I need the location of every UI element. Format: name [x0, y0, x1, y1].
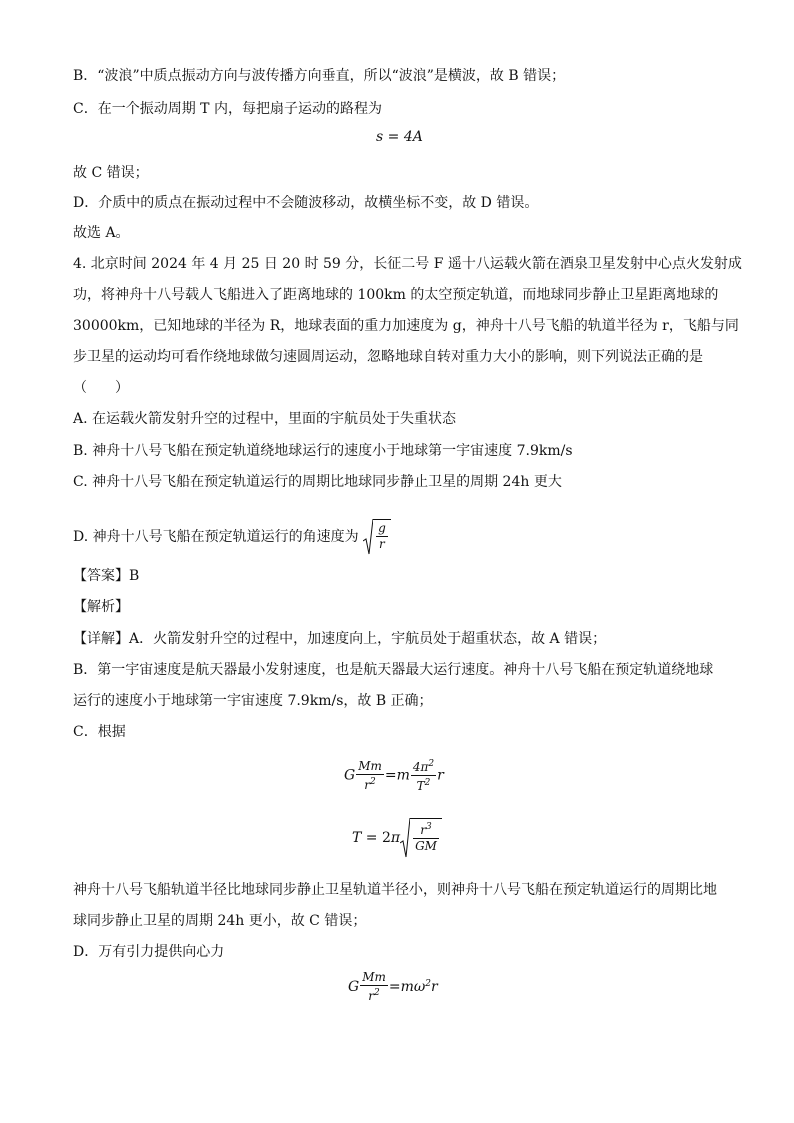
detail-text: 运行的速度小于地球第一宇宙速度 7.9km/s，故 B 正确； [73, 693, 433, 709]
formula-gravity-period: G $\frac{Mm}{r^2}$ =m $\frac{4\pi^2}{T^2}$ r [344, 758, 444, 793]
option-d-text: D. 神舟十八号飞船在预定轨道运行的角速度为 [73, 529, 359, 545]
analysis-label: 【解析】 [73, 599, 129, 615]
text-line: C．在一个振动周期 T 内，每把扇子运动的路程为 [73, 101, 382, 117]
question-text: 步卫星的运动均可看作绕地球做匀速圆周运动，忽略地球自转对重力大小的影响，则下列说法正确的是 [73, 349, 703, 365]
detail-text: C．根据 [73, 724, 126, 740]
sqrt-g-over-r: $\frac{g}{r}$ [363, 519, 391, 555]
option-b: B. 神舟十八号飞船在预定轨道绕地球运行的速度小于地球第一宇宙速度 7.9km/s [73, 443, 573, 459]
formula-angular: G $\frac{Mm}{r^2}$ $=m\omega^2r$ [348, 970, 438, 1003]
text-line: 故 C 错误； [73, 165, 149, 181]
text-line: D．介质中的质点在振动过程中不会随波移动，故横坐标不变，故 D 错误。 [73, 195, 539, 211]
formula-path: s = 4A [376, 129, 423, 145]
option-d [73, 519, 391, 555]
text-line: 故选 A。 [73, 225, 130, 241]
formula-period: T = 2π $\frac{r^3}{GM}$ [352, 818, 442, 858]
detail-text: D．万有引力提供向心力 [73, 944, 225, 960]
question-text: （ ） [73, 380, 129, 396]
detail-text: 球同步静止卫星的周期 24h 更小，故 C 错误； [73, 913, 367, 929]
question-text: 30000km，已知地球的半径为 R，地球表面的重力加速度为 g，神舟十八号飞船的轨道半径为 r，飞船与同 [73, 318, 739, 334]
question-text: 功，将神舟十八号载人飞船进入了距离地球的 100km 的太空预定轨道，而地球同步静止卫星距离地球的 [73, 287, 719, 303]
detail-text: B．第一宇宙速度是航天器最小发射速度，也是航天器最大运行速度。神舟十八号飞船在预定轨道绕地球 [73, 662, 714, 678]
option-c: C. 神舟十八号飞船在预定轨道运行的周期比地球同步静止卫星的周期 24h 更大 [73, 474, 562, 490]
option-a: A. 在运载火箭发射升空的过程中，里面的宇航员处于失重状态 [73, 411, 457, 427]
detail-text: 【详解】A．火箭发射升空的过程中，加速度向上，宇航员处于超重状态，故 A 错误； [73, 631, 607, 647]
question-text: 4. 北京时间 2024 年 4 月 25 日 20 时 59 分，长征二号 F 遥十八运载火箭在酒泉卫星发射中心点火发射成 [73, 256, 742, 272]
text-line: B．“波浪”中质点振动方向与波传播方向垂直，所以“波浪”是横波，故 B 错误； [73, 68, 566, 84]
detail-text: 神舟十八号飞船轨道半径比地球同步静止卫星轨道半径小，则神舟十八号飞船在预定轨道运行的周期比地 [73, 882, 717, 898]
answer-label: 【答案】B [73, 568, 140, 584]
